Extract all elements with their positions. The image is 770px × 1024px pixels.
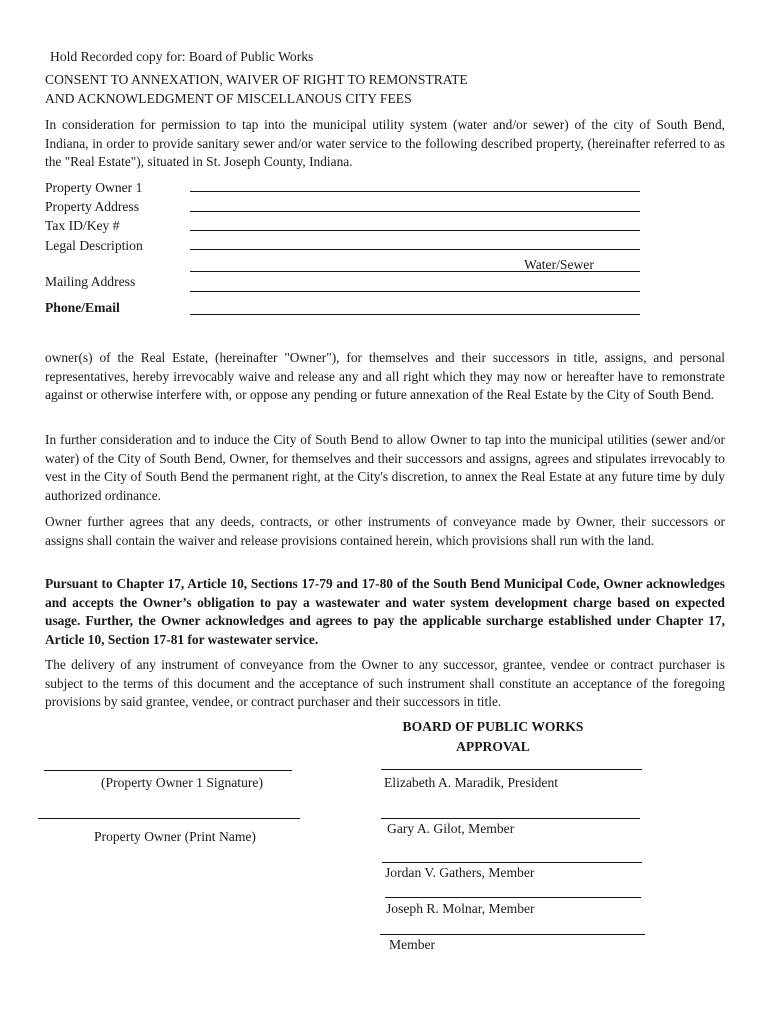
legal-description-input-line[interactable] xyxy=(190,249,640,250)
president-signature-line[interactable] xyxy=(381,769,642,770)
board-member-name: Member xyxy=(389,937,436,952)
waiver-paragraph: owner(s) of the Real Estate, (hereinafter "Owner"), for themselves and their successors in title, assigns, and personal representatives, hereby irrevocably waive and release any and all right which they may now or hereafter have to remonstrate against or otherwise interfere with, or oppose any pending or future annexation of the Real Estate by the City of South Bend. xyxy=(45,350,725,402)
deeds-paragraph: Owner further agrees that any deeds, contracts, or other instruments of conveyance made by Owner, their successors or assigns shall contain the waiver and release provisions contained herein, which provisions shall run with the land. xyxy=(45,514,725,548)
phone-email-label: Phone/Email xyxy=(45,300,120,315)
board-member-name: Elizabeth A. Maradik, President xyxy=(384,775,559,790)
water-sewer-label: Water/Sewer xyxy=(524,257,594,272)
legal-description-label: Legal Description xyxy=(45,238,143,253)
property-address-label: Property Address xyxy=(45,199,140,214)
mailing-address-label: Mailing Address xyxy=(45,274,136,289)
board-member-name: Gary A. Gilot, Member xyxy=(387,821,515,836)
mailing-address-input-line[interactable] xyxy=(190,291,640,292)
property-owner-label: Property Owner 1 xyxy=(45,180,143,195)
owner-signature-caption: (Property Owner 1 Signature) xyxy=(101,775,263,790)
water-sewer-input-line[interactable] xyxy=(190,271,640,272)
fees-paragraph: Pursuant to Chapter 17, Article 10, Sections 17-79 and 17-80 of the South Bend Municipal Code, Owner acknowledges and accepts the Owner’s obligation to pay a wastewater and water system development charge based on expected usage. Further, the Owner acknowledges and agrees to pay the applicable surcharge established under Chapter 17, Article 10, Section 17-81 for wastewater service. xyxy=(45,576,725,647)
owner-print-name-caption: Property Owner (Print Name) xyxy=(94,829,256,844)
member-4-signature-line[interactable] xyxy=(385,897,641,898)
tax-id-input-line[interactable] xyxy=(190,230,640,231)
phone-email-input-line[interactable] xyxy=(190,314,640,315)
property-owner-input-line[interactable] xyxy=(190,191,640,192)
document-title-line2: AND ACKNOWLEDGMENT OF MISCELLANOUS CITY FEES xyxy=(45,91,412,106)
board-member-name: Joseph R. Molnar, Member xyxy=(386,901,535,916)
tax-id-label: Tax ID/Key # xyxy=(45,218,120,233)
board-member-name: Jordan V. Gathers, Member xyxy=(385,865,535,880)
member-3-signature-line[interactable] xyxy=(382,862,642,863)
hold-recorded-line: Hold Recorded copy for: Board of Public Works xyxy=(50,49,314,64)
document-title-line1: CONSENT TO ANNEXATION, WAIVER OF RIGHT TO REMONSTRATE xyxy=(45,72,468,87)
approval-heading: APPROVAL xyxy=(456,739,530,754)
board-heading: BOARD OF PUBLIC WORKS xyxy=(402,719,584,734)
owner-signature-line[interactable] xyxy=(44,770,292,771)
consideration-paragraph: In further consideration and to induce the City of South Bend to allow Owner to tap into the municipal utilities (sewer and/or water) of the City of South Bend, Owner, for themselves and their successors and assigns, agrees and stipulates irrevocably to vest in the City of South Bend the permanent right, at the City's discretion, to annex the Real Estate at any future time by duly authorized ordinance. xyxy=(45,432,725,503)
delivery-paragraph: The delivery of any instrument of conveyance from the Owner to any successor, grantee, vendee or contract purchaser is subject to the terms of this document and the acceptance of such instrument shall constitute an acceptance of the foregoing provisions by said grantee, vendee, or contract purchaser and their successors in title. xyxy=(45,657,725,709)
member-2-signature-line[interactable] xyxy=(381,818,640,819)
intro-paragraph: In consideration for permission to tap into the municipal utility system (water and/or sewer) of the city of South Bend, Indiana, in order to provide sanitary sewer and/or water service to the following described property, (hereinafter referred to as the "Real Estate"), situated in St. Joseph County, Indiana. xyxy=(45,117,725,169)
owner-print-name-line[interactable] xyxy=(38,818,300,819)
member-5-signature-line[interactable] xyxy=(380,934,645,935)
property-address-input-line[interactable] xyxy=(190,211,640,212)
